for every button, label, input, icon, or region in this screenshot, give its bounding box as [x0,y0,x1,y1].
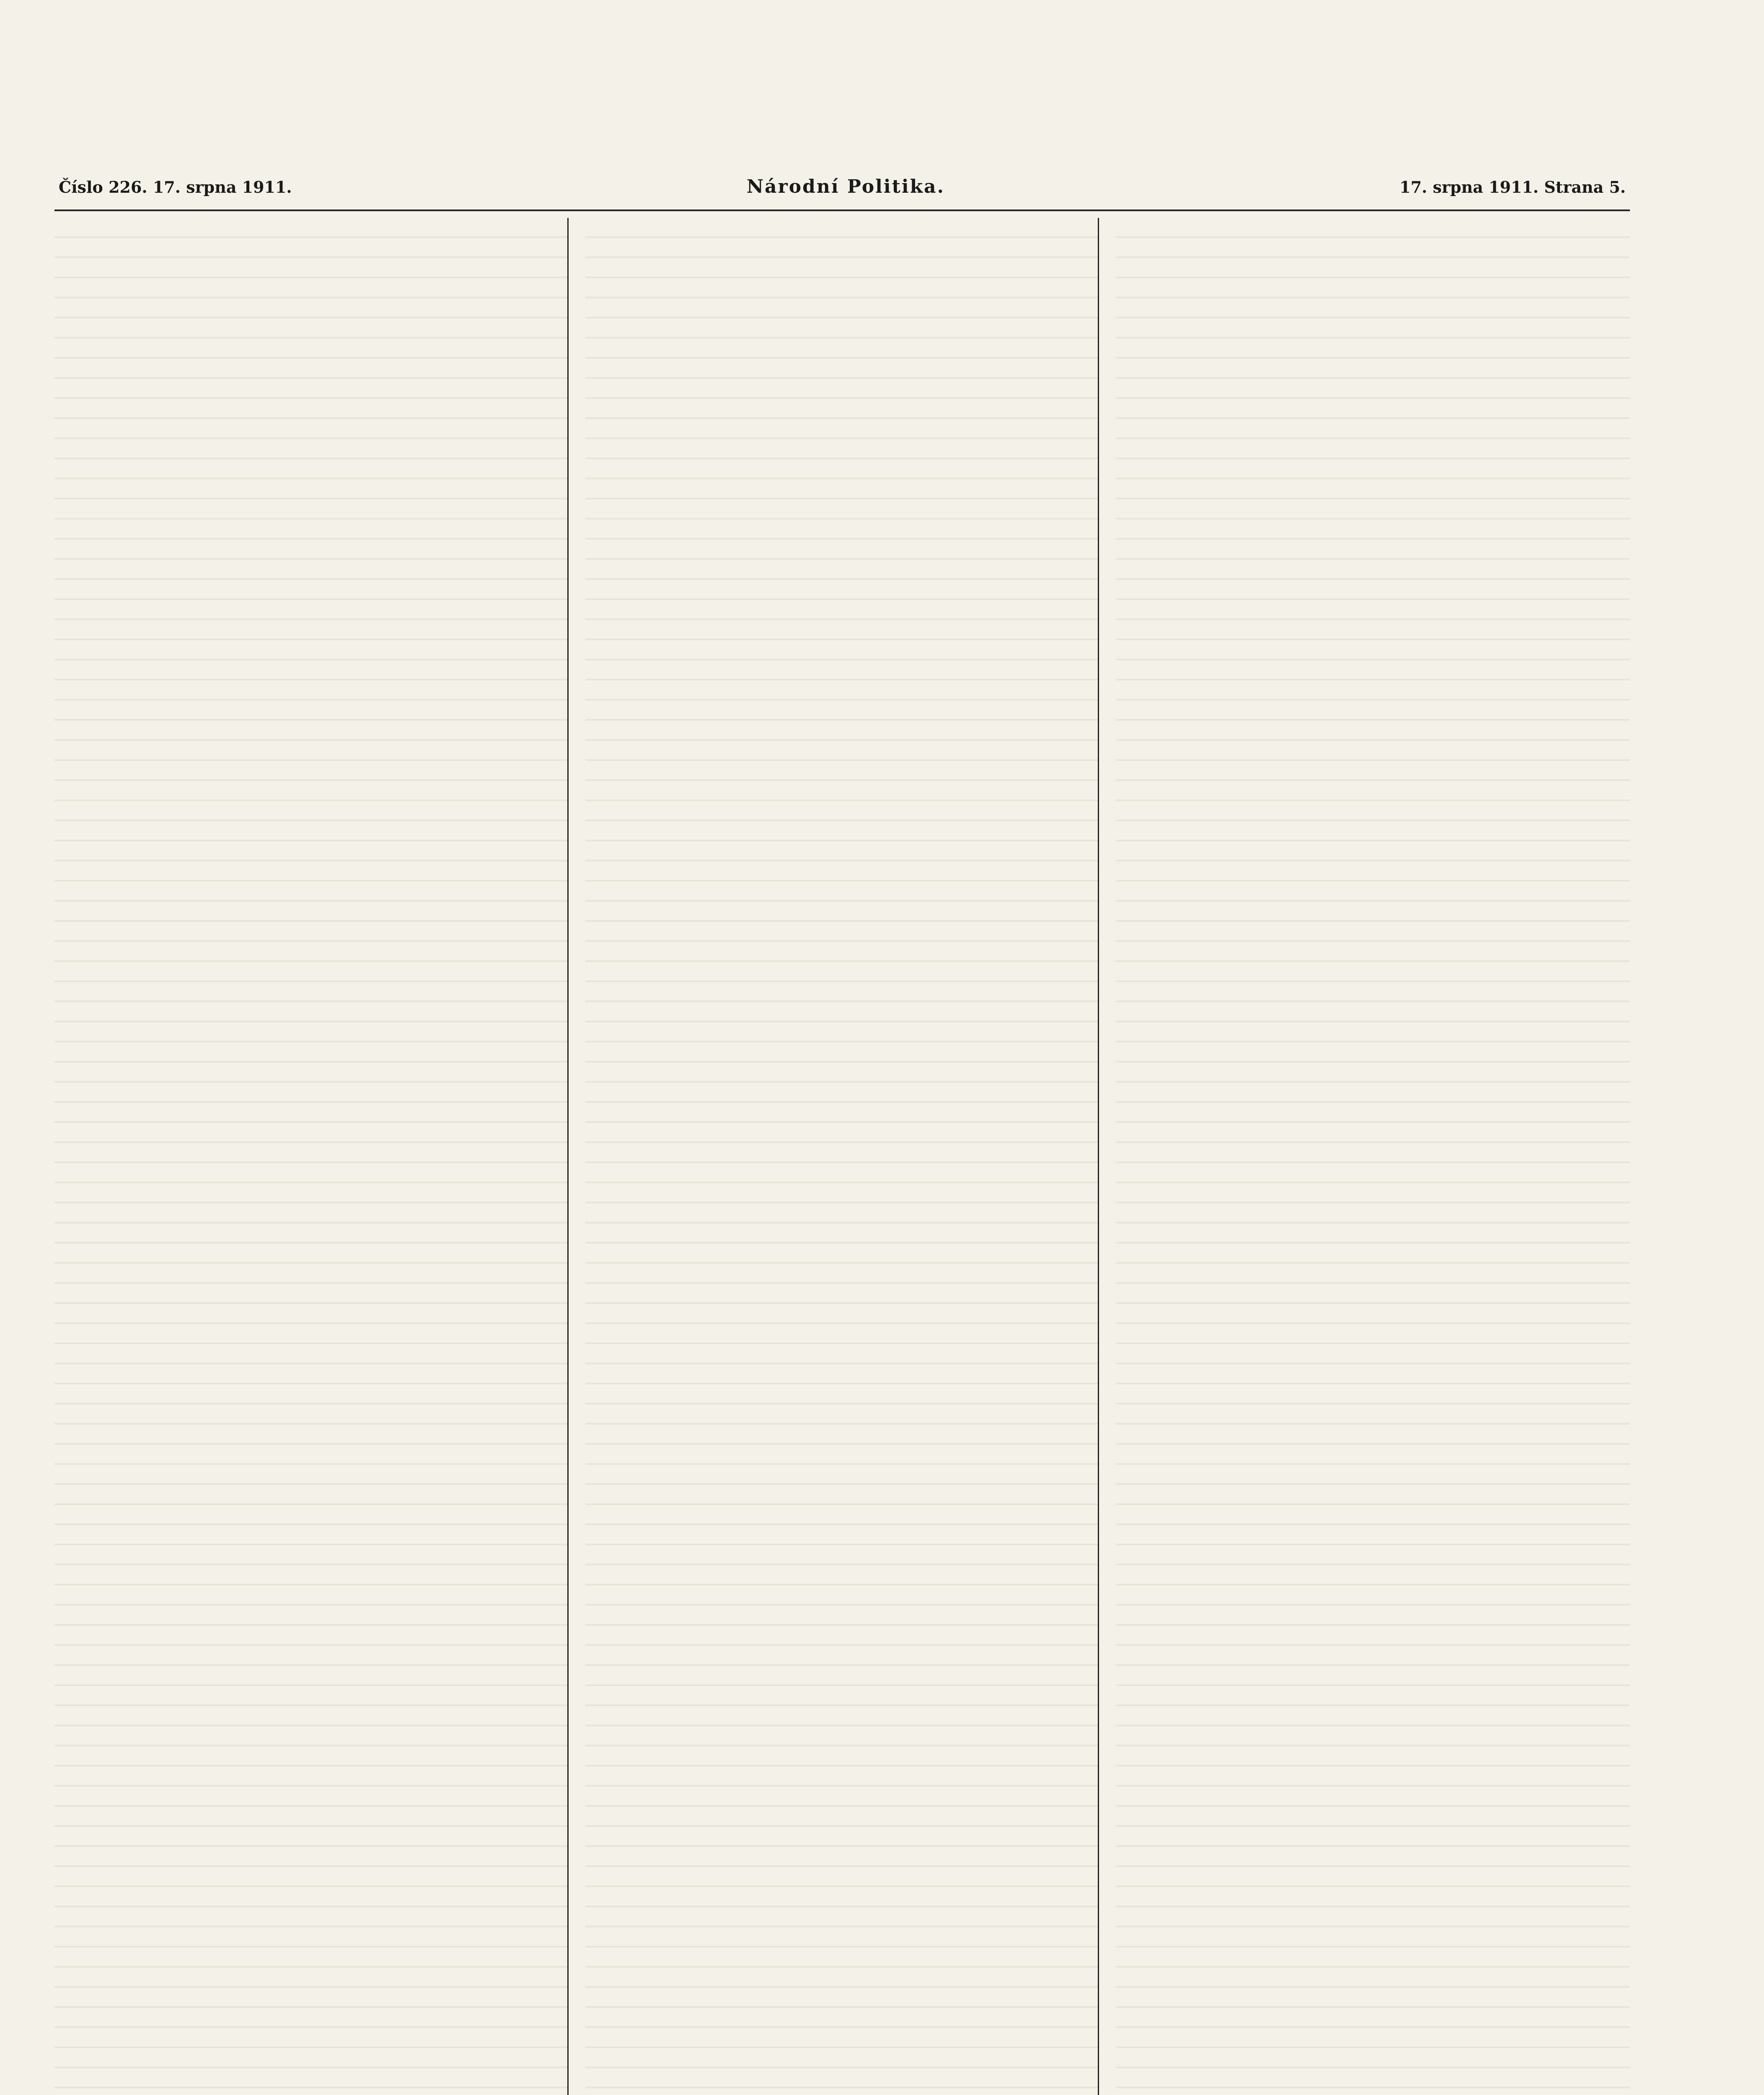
newspaper-page [54,176,1630,2095]
date-page-number: 17. srpna 1911. Strana 5. [1399,178,1626,197]
newspaper-title: Národní Politika. [746,176,945,197]
masthead [54,176,1630,211]
text-columns [54,218,1630,2095]
column-3 [1116,218,1630,2095]
issue-number-date: Číslo 226. 17. srpna 1911. [59,178,292,197]
column-1 [54,218,569,2095]
column-2 [585,218,1099,2095]
